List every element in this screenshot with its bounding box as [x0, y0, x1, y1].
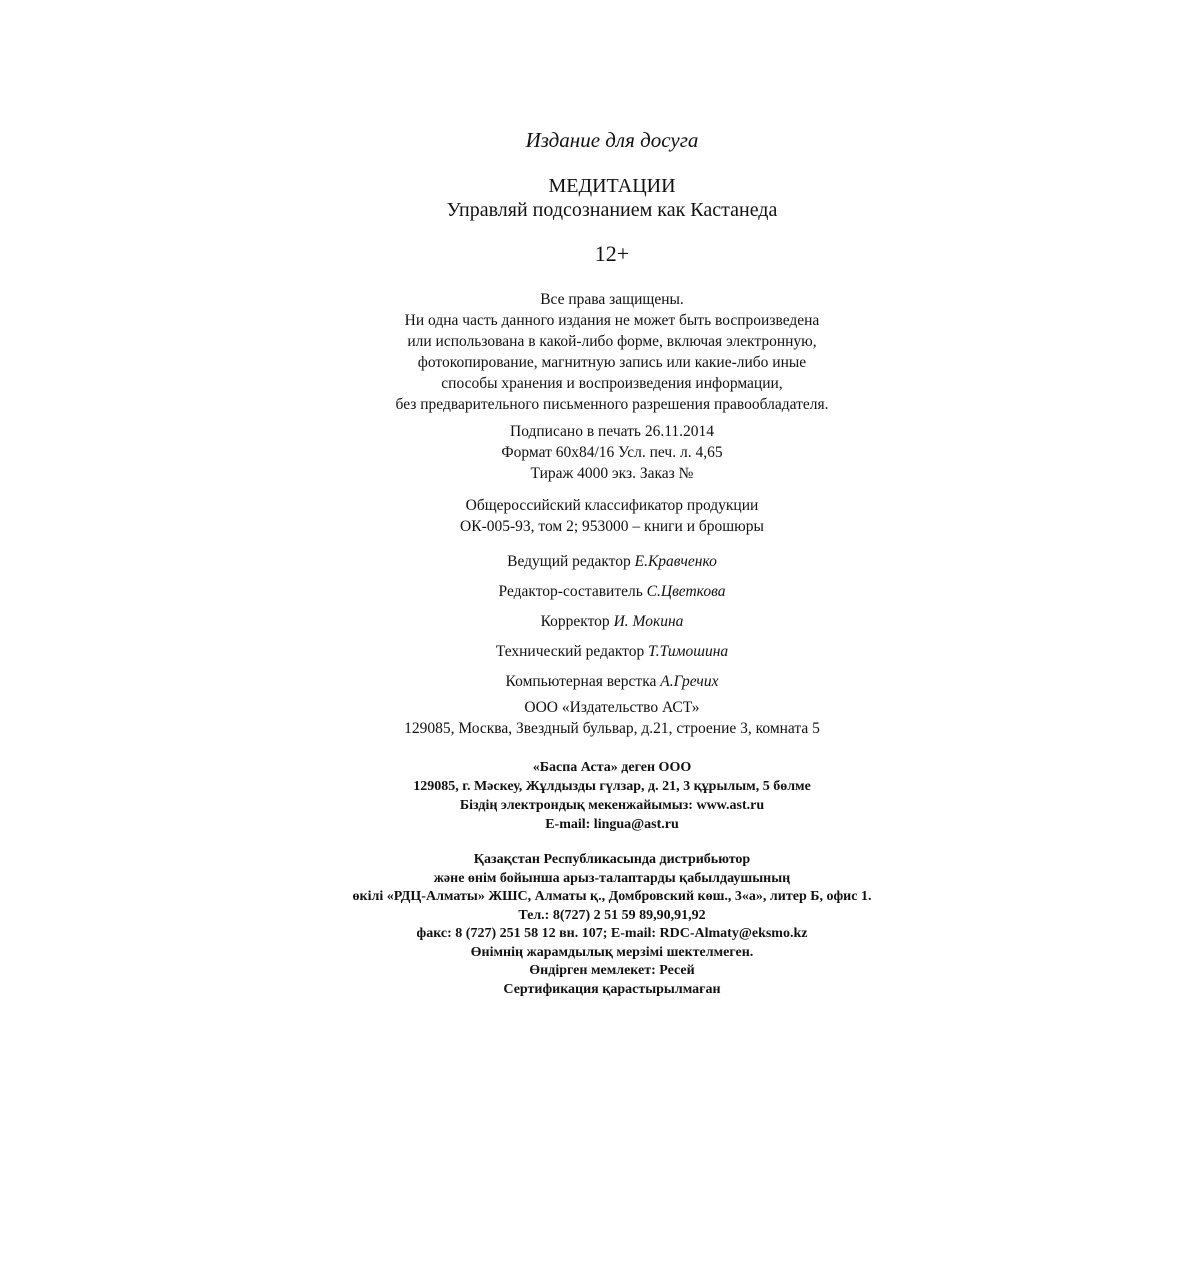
credit-compiler: [310, 581, 914, 603]
distributor-line: және өнім бойынша арыз-талаптарды қабылдаушының: [433, 870, 791, 886]
credit-proofreader: [310, 611, 914, 633]
publisher-info: [310, 697, 914, 739]
edition-type-text: Издание для досуга: [525, 128, 699, 152]
age-rating-text: 12+: [594, 241, 630, 266]
credit-role: Технический редактор: [495, 643, 645, 660]
credit-name: И. Мокина: [613, 613, 684, 630]
book-title-block: [310, 174, 914, 222]
publisher-line: ООО «Издательство АСТ»: [524, 699, 700, 716]
distributor-line: Сертификация қарастырылмаған: [503, 981, 721, 997]
credit-layout: [310, 671, 914, 693]
kz-publisher-info: [310, 758, 914, 834]
credit-role: Редактор-составитель: [498, 583, 643, 600]
credit-name: Е.Кравченко: [634, 553, 717, 570]
age-rating: [310, 241, 914, 267]
book-subtitle: Управляй подсознанием как Кастанеда: [446, 199, 778, 221]
rights-line: Все права защищены.: [540, 291, 684, 308]
credit-technical-editor: [310, 641, 914, 663]
rights-line: без предварительного письменного разрешения правообладателя.: [395, 396, 829, 413]
distributor-line: Қазақстан Республикасында дистрибьютор: [473, 852, 751, 867]
print-info-line: Формат 60x84/16 Усл. печ. л. 4,65: [501, 444, 723, 461]
credit-name: Т.Тимошина: [648, 643, 729, 660]
rights-notice: [310, 289, 914, 415]
publisher-line: 129085, Москва, Звездный бульвар, д.21, строение 3, комната 5: [404, 720, 820, 737]
credit-role: Ведущий редактор: [507, 553, 631, 570]
rights-line: способы хранения и воспроизведения информации,: [441, 375, 783, 392]
kz-distributor-info: [310, 851, 914, 999]
classifier-line: ОК-005-93, том 2; 953000 – книги и брошюры: [460, 518, 764, 535]
rights-line: Ни одна часть данного издания не может быть воспроизведена: [404, 312, 820, 329]
book-title: МЕДИТАЦИИ: [548, 175, 676, 197]
credit-role: Корректор: [540, 613, 610, 630]
classifier-line: Общероссийский классификатор продукции: [465, 497, 759, 514]
credit-lead-editor: [310, 551, 914, 573]
distributor-line: факс: 8 (727) 251 58 12 вн. 107; E-mail: RDC-Almaty@eksmo.kz: [416, 926, 808, 941]
print-info-line: Подписано в печать 26.11.2014: [510, 423, 714, 440]
distributor-line: Тел.: 8(727) 2 51 59 89,90,91,92: [518, 907, 706, 923]
distributor-line: өкілі «РДЦ-Алматы» ЖШС, Алматы қ., Домбровский көш., 3«а», литер Б, офис 1.: [352, 889, 872, 904]
credit-name: А.Гречих: [660, 673, 719, 690]
kz-publisher-line: E-mail: lingua@ast.ru: [545, 817, 679, 832]
credit-name: С.Цветкова: [646, 583, 726, 600]
edition-type: [310, 127, 914, 153]
product-classifier: [310, 495, 914, 537]
distributor-line: Өнімнің жарамдылық мерзімі шектелмеген.: [470, 944, 754, 960]
rights-line: фотокопирование, магнитную запись или какие-либо иные: [417, 354, 807, 371]
rights-line: или использована в какой-либо форме, включая электронную,: [407, 333, 817, 350]
kz-publisher-line: Біздің электрондық мекенжайымыз: www.ast.ru: [459, 798, 765, 813]
distributor-line: Өндірген мемлекет: Ресей: [529, 963, 695, 978]
print-info-line: Тираж 4000 экз. Заказ №: [530, 465, 694, 482]
print-info: [310, 421, 914, 484]
credit-role: Компьютерная верстка: [505, 673, 657, 690]
kz-publisher-line: «Баспа Аста» деген ООО: [532, 760, 692, 775]
staff-credits: [310, 551, 914, 701]
kz-publisher-line: 129085, г. Мәскеу, Жұлдызды гүлзар, д. 21, 3 құрылым, 5 бөлме: [413, 779, 811, 794]
